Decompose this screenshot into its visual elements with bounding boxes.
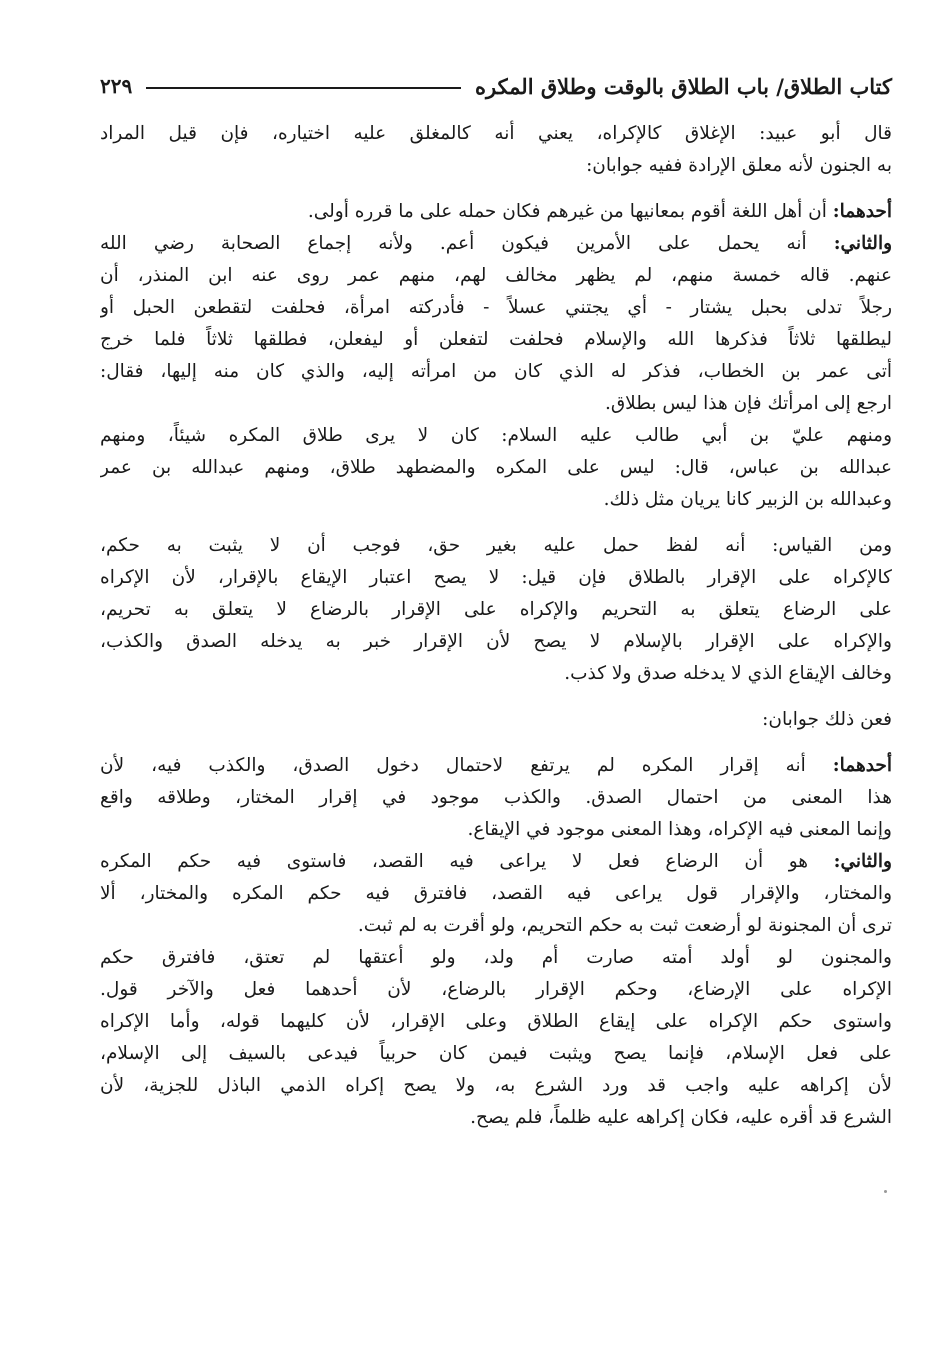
scan-speck [884, 1190, 887, 1193]
text-line [100, 1070, 892, 1102]
line-text: والمجنون لو أولد أمته صارت أم ولد، ولو أعتقها لم تعتق، فافترق حكم [100, 947, 892, 968]
paragraph [100, 942, 892, 1134]
line-text: على فعل الإسلام، فإنما يصح ويثبت فيمن كان حربياً فيدعى بالسيف إلى الإسلام، [100, 1043, 892, 1064]
text-line [100, 452, 892, 484]
text-line [100, 484, 892, 516]
line-text: ارجع إلى امرأتك فإن هذا ليس بطلاق. [604, 393, 892, 414]
text-line [100, 1102, 892, 1134]
line-text: كالإكراه على الإقرار بالطلاق فإن قيل: لا يصح اعتبار الإيقاع بالإقرار، لأن الإكراه [100, 567, 892, 588]
text-line [100, 530, 892, 562]
text-line [100, 1038, 892, 1070]
paragraph-gap [100, 1134, 892, 1148]
line-text: الشرع قد أقره عليه، فكان إكراهه عليه ظلماً، فلم يصح. [470, 1107, 892, 1128]
line-text: قال أبو عبيد: الإغلاق كالإكراه، يعني أنه كالمغلق عليه اختياره، فإن قيل المراد [100, 123, 892, 144]
paragraph [100, 846, 892, 942]
paragraph-lead: أحدهما: [832, 755, 892, 776]
text-line [100, 324, 892, 356]
line-text: أتى عمر بن الخطاب، فذكر له الذي كان من امرأته إليه، والذي كان منه إليها، فقال: [100, 361, 892, 382]
line-text: هذا المعنى من احتمال الصدق. والكذب موجود في إقرار المختار، وطلاقه واقع [100, 787, 892, 808]
paragraph [100, 530, 892, 690]
text-line [100, 974, 892, 1006]
header-title: كتاب الطلاق/ باب الطلاق بالوقت وطلاق المكره [474, 73, 892, 99]
text-line [100, 910, 892, 942]
text-line [100, 658, 892, 690]
text-line [100, 878, 892, 910]
text-line [100, 388, 892, 420]
line-text: أنه يحمل على الأمرين فيكون أعم. ولأنه إجماع الصحابة رضي الله [100, 233, 807, 254]
text-line [100, 562, 892, 594]
text-line [100, 594, 892, 626]
text-line [100, 292, 892, 324]
running-header [100, 66, 892, 106]
line-text: وعبدالله بن الزبير كانا يريان مثل ذلك. [603, 489, 892, 510]
line-text: والمختار، والإقرار قول يراعى فيه القصد، فافترق فيه حكم المكره والمختار، ألا [100, 883, 892, 904]
line-text: فعن ذلك جوابان: [762, 709, 892, 730]
text-line [100, 750, 892, 782]
line-text: وخالف الإيقاع الذي لا يدخله صدق ولا كذب. [564, 663, 892, 684]
page-number: ٢٢٩ [100, 74, 133, 98]
paragraph [100, 704, 892, 736]
text-line [100, 150, 892, 182]
line-text: على الرضاع يتعلق به التحريم والإكراه على الإقرار بالرضاع لا يتعلق به تحريم، [100, 599, 892, 620]
line-text: أن أهل اللغة أقوم بمعانيها من غيرهم فكان حمله على ما قرره أولى. [307, 201, 827, 222]
text-line [100, 846, 892, 878]
line-text: به الجنون لأنه معلق الإرادة ففيه جوابان: [586, 155, 892, 176]
text-line [100, 420, 892, 452]
text-line [100, 704, 892, 736]
body-text [100, 118, 892, 1148]
paragraph-lead: أحدهما: [832, 201, 892, 222]
text-line [100, 942, 892, 974]
line-text: ليطلقها ثلاثاً فذكرها الله والإسلام فحلفت لتفعلن أو ليفعلن، فطلقها ثلاثاً فلما خرج [100, 329, 892, 350]
line-text: هو أن الرضاع فعل لا يراعى فيه القصد، فاستوى فيه حكم المكره [100, 851, 809, 872]
line-text: رجلاً تدلى بحبل يشتار - أي يجتني عسلاً - فأدركته امرأة، فحلفت لتقطعن الحبل أو [100, 297, 892, 318]
line-text: لأن إكراهه عليه واجب قد ورد الشرع به، ولا يصح إكراه الذمي الباذل للجزية، لأن [100, 1075, 892, 1096]
line-text: والإكراه على الإقرار بالإسلام لا يصح لأن الإقرار خبر به يدخله الصدق والكذب، [100, 631, 892, 652]
paragraph-gap [100, 182, 892, 196]
text-line [100, 782, 892, 814]
text-line [100, 814, 892, 846]
line-text: ومن القياس: أنه لفظ حمل عليه بغير حق، فوجب أن لا يثبت به حكم، [100, 535, 892, 556]
line-text: الإكراه على الإرضاع، وحكم الإقرار بالرضاع، لأن أحدهما فعل والآخر قول. [100, 979, 892, 1000]
paragraph [100, 420, 892, 516]
text-line [100, 196, 892, 228]
paragraph-lead: والثاني: [833, 851, 892, 872]
line-text: أنه إقرار المكره لم يرتفع لاحتمال دخول الصدق، والكذب فيه، لأن [100, 755, 806, 776]
paragraph [100, 228, 892, 420]
paragraph [100, 750, 892, 846]
paragraph [100, 118, 892, 182]
paragraph-lead: والثاني: [833, 233, 892, 254]
header-rule [146, 87, 461, 89]
line-text: عنهم. قاله خمسة منهم، لم يظهر مخالف لهم، منهم عمر روى عنه ابن المنذر، أن [100, 265, 892, 286]
line-text: ومنهم عليّ بن أبي طالب عليه السلام: كان لا يرى طلاق المكره شيئاً، ومنهم [100, 425, 892, 446]
paragraph [100, 196, 892, 228]
line-text: عبدالله بن عباس، قال: ليس على المكره والمضطهد طلاق، ومنهم عبدالله بن عمر [100, 457, 892, 478]
text-line [100, 356, 892, 388]
text-line [100, 1006, 892, 1038]
line-text: وإنما المعنى فيه الإكراه، وهذا المعنى موجود في الإيقاع. [467, 819, 892, 840]
line-text: ترى أن المجنونة لو أرضعت ثبت به حكم التحريم، ولو أقرت به لم ثبت. [357, 915, 892, 936]
line-text: واستوى حكم الإكراه على إيقاع الطلاق وعلى الإقرار، لأن كليهما قوله، وأما الإكراه [100, 1011, 892, 1032]
text-line [100, 626, 892, 658]
text-line [100, 260, 892, 292]
text-line [100, 118, 892, 150]
paragraph-gap [100, 690, 892, 704]
paragraph-gap [100, 736, 892, 750]
paragraph-gap [100, 516, 892, 530]
text-line [100, 228, 892, 260]
